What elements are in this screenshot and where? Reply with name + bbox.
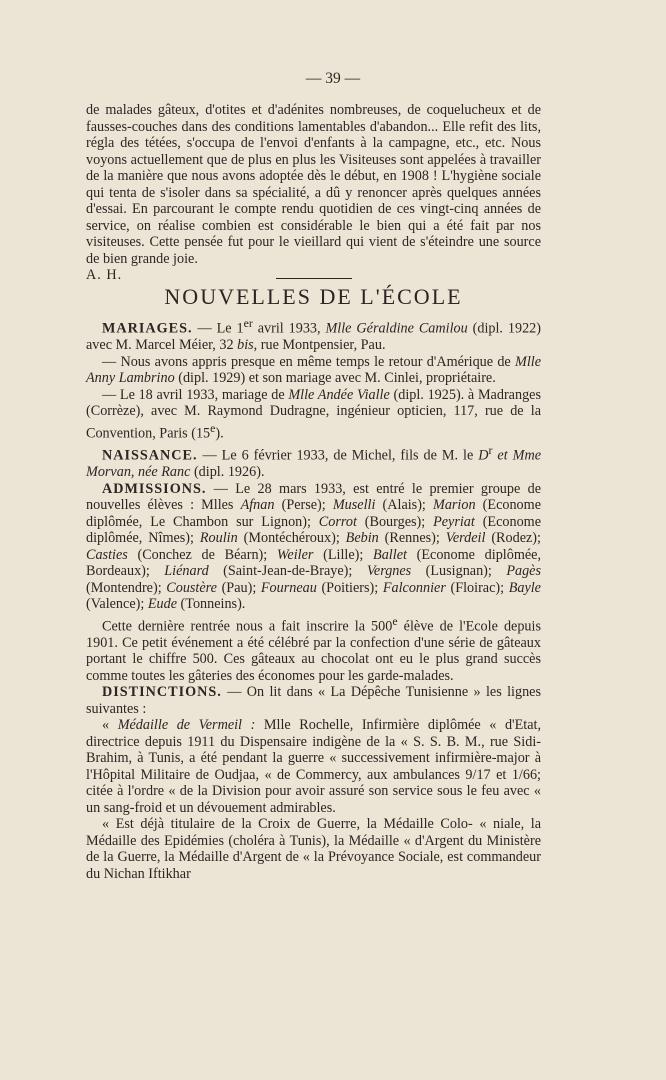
text-run: (Valence); xyxy=(86,596,148,613)
distinctions-paragraph xyxy=(86,684,541,717)
student-name: Liénard xyxy=(164,563,209,580)
admissions-paragraph xyxy=(86,481,541,613)
student-name: Afnan xyxy=(240,497,275,514)
student-name: Coustère xyxy=(166,579,217,596)
text-run: ). xyxy=(215,425,224,442)
text-run: (Econome diplômée, Nîmes); xyxy=(86,513,541,547)
student-name: Casties xyxy=(86,546,128,563)
text-run: (Lille); xyxy=(313,546,374,563)
student-name: Vergnes xyxy=(366,563,412,580)
italic-text: bis xyxy=(237,337,254,354)
person-name: Mlle Anny Lambrino xyxy=(86,353,541,387)
student-name: Pagès xyxy=(506,563,541,580)
text-run: (dipl. 1926). xyxy=(190,464,265,481)
student-name: Ballet xyxy=(373,546,407,563)
text-run: — Le 6 février 1933, de Michel, fils de M. le xyxy=(197,447,479,464)
text-run: Cette dernière rentrée nous a fait inscrire la 500 xyxy=(102,618,393,635)
mariages-paragraph-1 xyxy=(86,315,541,354)
naissance-paragraph xyxy=(86,442,541,481)
superscript: e xyxy=(210,420,216,435)
text-run: — Le 28 mars 1933, est entré le premier groupe de nouvelles élèves : Mlles xyxy=(86,480,541,514)
student-name: Corrot xyxy=(318,513,357,530)
superscript: r xyxy=(488,442,493,457)
student-name: Peyriat xyxy=(433,513,475,530)
admissions-paragraph-2 xyxy=(86,613,541,685)
text-run: avril 1933, xyxy=(252,320,326,337)
text-run: (Econome diplômée, Bordeaux); xyxy=(86,546,541,580)
student-name: Eude xyxy=(147,596,177,613)
text-run: — Le 18 avril 1933, mariage de xyxy=(102,386,289,403)
text-run: (Montendre); xyxy=(86,579,167,596)
distinctions-label: DISTINCTIONS. xyxy=(102,684,222,701)
article-signature: A. H. xyxy=(86,267,123,283)
text-run: Mlle Rochelle, Infirmière diplômée « d'Etat, directrice depuis 1911 du Dispensaire indigène de la « S. S. B. M., rue Sidi-Brahim, à Tunis, a été pendant la guerre « successivement infirmière-major à l'Hôpital Militaire de Oudjaa, « de Commercy, aux ambulances 9/17 et 1/66; citée à l'ordre « de la Division pour avoir assuré son service sous le feu avec « un sang-froid et un dévouement admirables. xyxy=(86,717,541,816)
italic-text: D xyxy=(478,447,489,464)
text-run: (dipl. 1922) avec M. Marcel Méier, 32 xyxy=(86,320,541,354)
student-name: Muselli xyxy=(332,497,376,514)
text-run: (dipl. 1925). à Madranges (Corrèze), avec M. Raymond Dudragne, ingénieur opticien, 117, rue de la Convention, Paris (15 xyxy=(86,386,541,442)
text-run: (Conchez de Béarn); xyxy=(127,546,277,563)
student-name: Verdeil xyxy=(445,530,486,547)
text-run: — Le 1 xyxy=(192,320,244,337)
text-run: (Perse); xyxy=(274,497,333,514)
text-run: (Saint-Jean-de-Braye); xyxy=(208,563,367,580)
separator-rule xyxy=(276,278,352,279)
text-run: — Nous avons appris presque en même temps le retour d'Amérique de xyxy=(102,353,515,370)
text-run: (Rennes); xyxy=(378,530,446,547)
text-run: — On lit dans « La Dépêche Tunisienne » les lignes suivantes : xyxy=(86,684,541,717)
text-run: (Pau); xyxy=(216,579,261,596)
page-number: — 39 — xyxy=(305,70,361,87)
text-run: (Rodez); xyxy=(485,530,541,547)
text-run: (dipl. 1929) et son mariage avec M. Cinlei, propriétaire. xyxy=(174,370,496,387)
text-run: « xyxy=(102,717,118,734)
distinctions-quote-2: « Est déjà titulaire de la Croix de Guerre, la Médaille Colo- « niale, la Médaille des Epidémies (choléra à Tunis), la Médaille « d'Argent du Ministère de la Guerre, la Médaille d'Argent de « la Prévoyance Sociale, est commandeur du Nichan Iftikhar xyxy=(86,816,541,882)
person-name: Mlle Andée Vialle xyxy=(288,386,390,403)
superscript: er xyxy=(243,316,253,330)
admissions-label: ADMISSIONS. xyxy=(102,480,207,497)
text-run: (Poitiers); xyxy=(316,579,383,596)
text-run: (Bourges); xyxy=(356,513,434,530)
person-name: Mlle Géraldine Camilou xyxy=(325,320,468,337)
mariages-paragraph-2 xyxy=(86,354,541,387)
student-name: Falconnier xyxy=(382,579,446,596)
text-run: (Floirac); xyxy=(445,579,509,596)
student-name: Weiler xyxy=(276,546,314,563)
mariages-paragraph-3 xyxy=(86,387,541,442)
distinctions-quote-1 xyxy=(86,717,541,816)
text-run: élève de l'Ecole depuis 1901. Ce petit événement a été célébré par la confection d'une série de gâteaux portant le chiffre 500. Ces gâteaux au chocolat ont eu le plus grand succès comme toutes les gâteries des économes pour les garde-malades. xyxy=(86,618,541,684)
text-run: (Montéchéroux); xyxy=(237,530,346,547)
section-title: NOUVELLES DE L'ÉCOLE xyxy=(164,283,463,309)
student-name: Bayle xyxy=(508,579,541,596)
student-name: Marion xyxy=(433,497,476,514)
text-run: (Alais); xyxy=(375,497,433,514)
text-column xyxy=(86,102,541,882)
student-name: Fourneau xyxy=(260,579,317,596)
superscript: e xyxy=(392,613,398,628)
medal-name: Médaille de Vermeil : xyxy=(117,717,256,734)
mariages-label: MARIAGES. xyxy=(102,320,193,337)
text-run: (Lusignan); xyxy=(411,563,507,580)
naissance-label: NAISSANCE. xyxy=(102,447,198,464)
student-name: Roulin xyxy=(199,530,238,547)
student-name: Bebin xyxy=(345,530,379,547)
text-run: , rue Montpensier, Pau. xyxy=(253,337,386,354)
person-name: et Mme Morvan, née Ranc xyxy=(86,447,541,481)
article-paragraph: de malades gâteux, d'otites et d'adénites nombreuses, de coquelucheux et de fausses-couches dans des conditions lamentables d'abandon... Elle refit des lits, régla des tétées, s'occupa de l'envoi d'enfants à la campagne, etc., etc. Nous voyons actuellement que de plus en plus les Visiteuses sont appelées à travailler de la manière que nous avons adoptée dès le début, en 1908 ! L'hygiène sociale qui tenta de s'isoler dans sa spécialité, a dû y renoncer après quelques années d'essai. En parcourant le compte rendu quotidien de ces vingt-cinq années de service, on réalise combien est considérable le bien qui a été fait par nos visiteuses. Cette pensée fut pour le vieillard qui vient de s'éteindre une source de bien grande joie. xyxy=(86,102,541,267)
text-run: (Tonneins). xyxy=(177,596,246,613)
text-run: (Econome diplômée, Le Chambon sur Lignon); xyxy=(86,497,541,530)
